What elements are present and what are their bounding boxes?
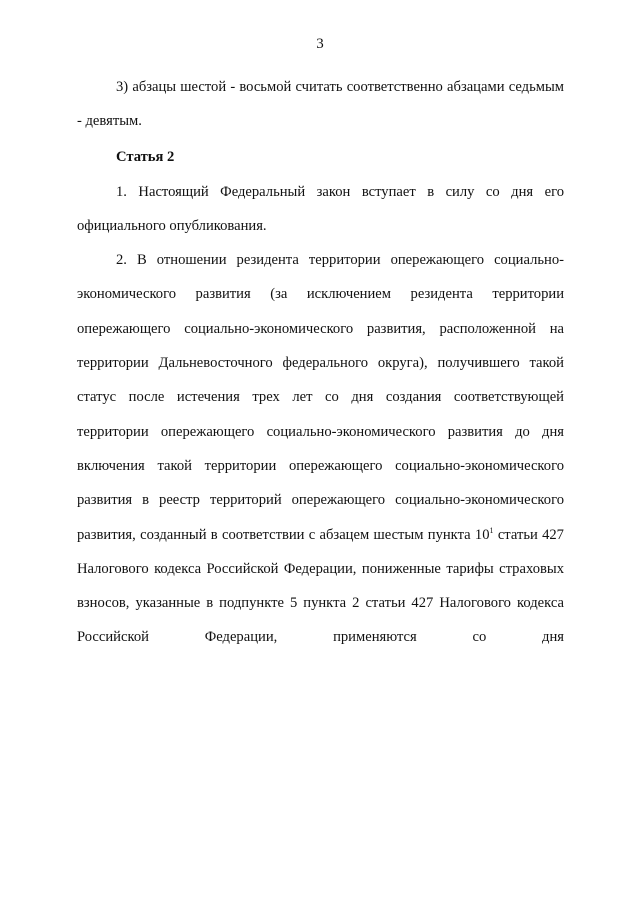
article-heading: Статья 2 (116, 148, 175, 165)
paragraph-article-2-part-2 (77, 243, 564, 655)
paragraph-article-2-part-1: 1. Настоящий Федеральный закон вступает в силу со дня его официального опубликования. (77, 183, 564, 234)
superscript-index: 1 (489, 525, 494, 535)
paragraph-item-3: 3) абзацы шестой - восьмой считать соответственно абзацами седьмым - девятым. (77, 79, 564, 130)
page-number: 3 (316, 36, 324, 52)
document-body (77, 70, 564, 655)
paragraph-text-end: статьи 427 Налогового кодекса Российской Федерации, пониженные тарифы страховых взносов, указанные в подпункте 5 пункта 2 статьи 427 Налогового кодекса Российской Федерации, применяются со дня (77, 526, 564, 646)
paragraph-text-start: 2. В отношении резидента территории опережающего социально-экономического развития (за исключением резидента территории опережающего социально-экономического развития, расположенной на территории Дальневосточного федерального округа), получившего такой статус после истечения трех лет со дня создания соответствующей территории опережающего социально-экономического развития до дня включения такой территории опережающего социально-экономического развития в реестр территорий опережающего социально-экономического развития, созданный в соответствии с абзацем шестым пункта 10 (77, 252, 564, 543)
